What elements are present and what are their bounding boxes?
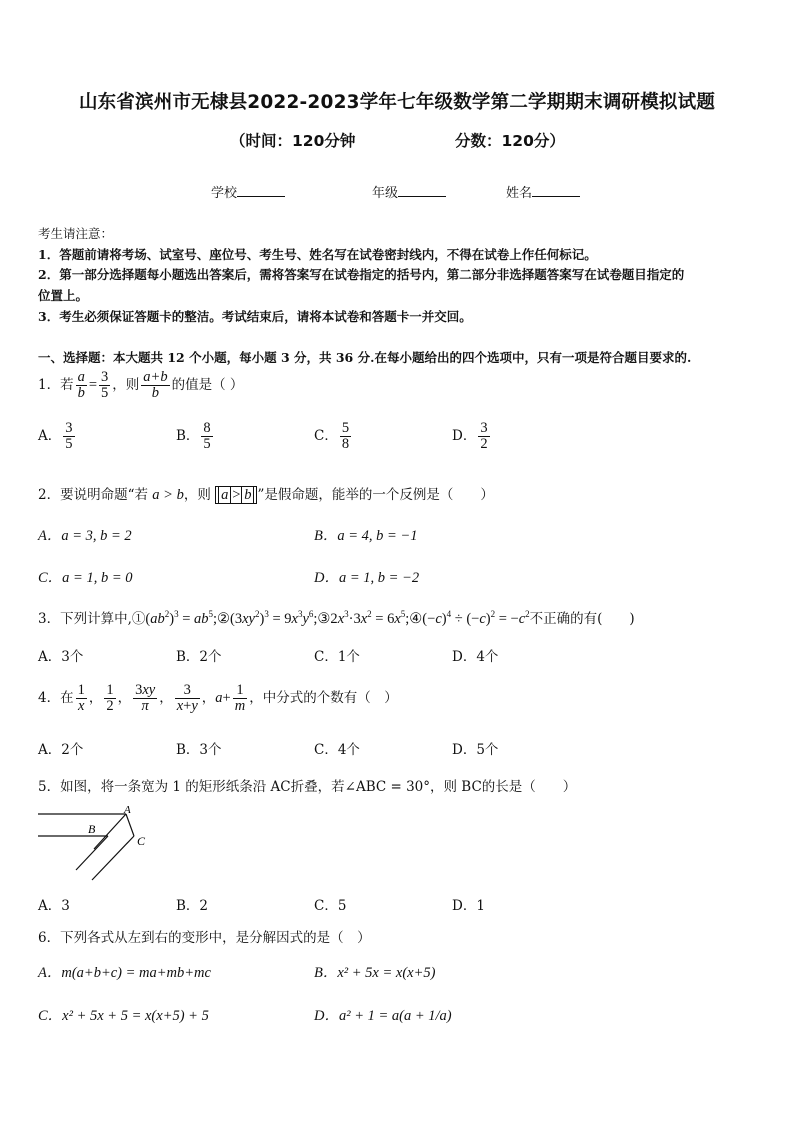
q2-option-b[interactable]: B．a = 4, b = −1 [314,528,418,544]
notice-heading: 考生请注意： [38,226,114,241]
notice-item: 2．第一部分选择题每小题选出答案后，需将答案写在试卷指定的括号内，第二部分非选择题答案写在试卷题目指定的 [38,267,685,282]
label-c: C [137,834,146,848]
q2-suffix: ”是假命题，能举的一个反例是（ ） [257,487,494,503]
q4-option-c[interactable]: C．4个 [314,742,360,758]
q3-option-d[interactable]: D．4个 [452,649,499,665]
q5-option-b[interactable]: B．2 [176,898,209,914]
q1-option-d[interactable] [452,421,492,452]
q4-option-b[interactable]: B．3个 [176,742,222,758]
q3-option-a[interactable]: A．3个 [38,649,84,665]
q5-option-c[interactable]: C．5 [314,898,347,914]
label-a: A [124,804,131,816]
q4-option-d[interactable]: D．5个 [452,742,499,758]
q3-expressions: $(ab^2)^3$ = $ab^5;②(3xy^2)^3$ = $9x^3y^6;③2x^3\cdot 3x^2$ = $6x^5;④(-c)^4 \div (-c)^2 = -c^2$ [145,609,530,627]
q1-middle: ，则 [112,377,140,394]
exam-time: （时间：120分钟 [230,132,356,150]
q1-suffix: 的值是（ ） [171,377,244,394]
school-label: 学校 [211,186,238,201]
q2-option-c[interactable]: C．a = 1, b = 0 [38,570,133,586]
grade-label: 年级 [372,186,399,201]
notice-item: 3．考生必须保证答题卡的整洁。考试结束后，请将本试卷和答题卡一并交回。 [38,309,472,324]
q4-fraction: $\frac{3xy}{\pi}$ [135,682,156,715]
option-label: D． [452,428,477,445]
q1-option-b[interactable] [176,421,215,452]
option-fraction [478,421,489,452]
question-4: 4．在 $\frac{1}{x}$ ， $\frac{1}{2}$ ， $\frac{3xy}{\pi}$ ， $\frac{3}{x+y}$ ，a+ $\frac{1}{m}$ ，中分式的个数有（ ） [38,682,398,715]
q3-option-b[interactable]: B．2个 [176,649,222,665]
option-fraction [340,421,351,452]
question-6: 6．下列各式从左到右的变形中，是分解因式的是（ ） [38,930,371,946]
option-den: 5 [65,436,73,453]
notice-item: 位置上。 [38,288,89,303]
name-field [506,182,580,201]
section-heading: 一、选择题：本大题共 12 个小题，每小题 3 分，共 36 分.在每小题给出的四个选项中，只有一项是符合题目要求的. [38,350,692,365]
q2-middle: ，则 [183,487,211,503]
q1-fraction: $\frac{a+b}{b}$ [143,369,168,402]
q1-prefix: 1．若 [38,377,74,394]
folded-edge-line [92,836,134,880]
q6-option-a[interactable]: A．m(a+b+c) = ma+mb+mc [38,965,211,981]
q4-fraction: $\frac{1}{x}$ [77,682,85,715]
q1-option-c[interactable] [314,421,353,452]
notice-item: 1．答题前请将考场、试室号、座位号、考生号、姓名写在试卷密封线内，不得在试卷上作任何标记。 [38,247,597,262]
q3-prefix: 3．下列计算中,① [38,611,146,627]
option-den: 8 [341,436,350,453]
exam-score: 分数：120分） [455,132,565,150]
q2-option-d[interactable]: D．a = 1, b = −2 [314,570,420,586]
school-field [211,182,285,201]
q6-option-c[interactable]: C．x² + 5x + 5 = x(x+5) + 5 [38,1008,209,1024]
q6-option-d[interactable]: D．a² + 1 = a(a + 1/a) [314,1008,452,1024]
option-num: 3 [65,420,73,436]
q4-option-a[interactable]: A．2个 [38,742,84,758]
fold-line [126,814,134,836]
name-blank[interactable] [532,184,580,197]
option-den: 5 [203,436,211,453]
school-blank[interactable] [237,184,285,197]
q3-suffix: 不正确的有( ) [529,611,635,627]
option-label: B． [176,428,200,445]
name-label: 姓名 [506,186,533,201]
q5-figure [36,804,156,884]
exam-title: 山东省滨州市无棣县2022-2023学年七年级数学第二学期期末调研模拟试题 [78,92,716,113]
q5-option-d[interactable]: D．1 [452,898,485,914]
folded-edge-line [76,836,108,870]
q2-prefix: 2．要说明命题“若 [38,487,148,503]
question-1: 1．若 $\frac{a}{b}$ = $\frac{3}{5}$ ，则 $\frac{a+b}{b}$ 的值是（ ） [38,369,244,402]
option-fraction [63,421,74,452]
q5-option-a[interactable]: A．3 [38,898,70,914]
q4-fraction: $\frac{1}{m}$ [234,682,246,715]
option-den: 2 [480,436,488,453]
option-num: 5 [341,420,350,436]
q1-option-a[interactable] [38,421,77,452]
option-num: 3 [480,420,488,436]
option-label: A． [38,428,62,445]
grade-blank[interactable] [398,184,446,197]
q4-suffix: ，中分式的个数有（ ） [249,690,398,707]
option-fraction [201,421,212,452]
q1-fraction: $\frac{a}{b}$ [77,369,85,402]
q3-option-c[interactable]: C．1个 [314,649,360,665]
q4-prefix: 4．在 [38,690,74,707]
option-label: C． [314,428,338,445]
q4-fraction: $\frac{3}{x+y}$ [176,682,198,715]
question-5: 5．如图，将一条宽为 1 的矩形纸条沿 AC折叠，若∠ABC = 30°，则 BC的长是（ ） [38,779,577,795]
fold-line [94,814,126,849]
grade-field [372,182,446,201]
q6-option-b[interactable]: B．x² + 5x = x(x+5) [314,965,436,981]
question-2: 2．要说明命题“若 a > b，则 a > b ”是假命题，能举的一个反例是（ ） [38,487,494,503]
option-num: 8 [203,420,211,436]
question-3 [38,607,635,628]
q2-option-a[interactable]: A．a = 3, b = 2 [38,528,132,544]
q1-fraction: $\frac{3}{5}$ [101,369,109,402]
label-b: B [88,822,96,836]
q4-fraction: $\frac{1}{2}$ [106,682,114,715]
